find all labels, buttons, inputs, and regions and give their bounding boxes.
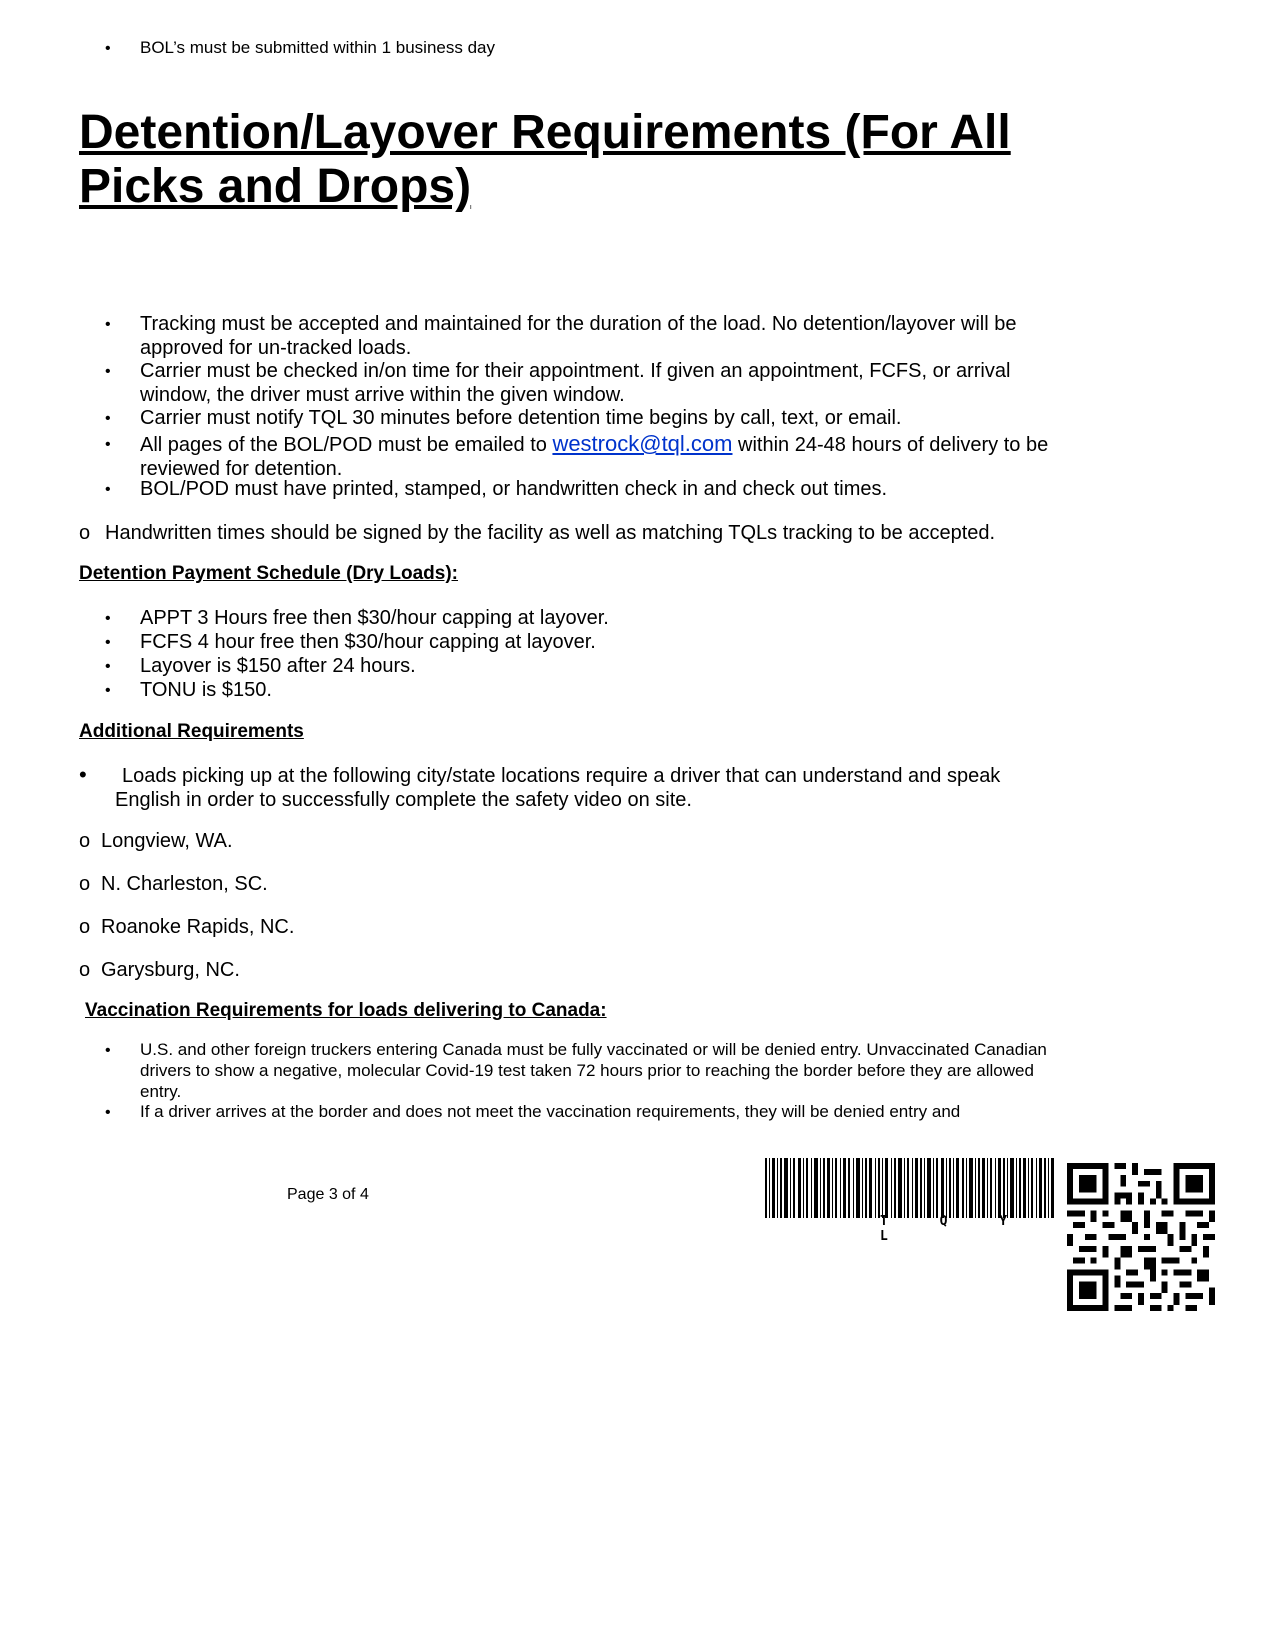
page-title: Detention/Layover Requirements (For All Picks and Drops) bbox=[79, 106, 1011, 213]
bullet-dot: • bbox=[79, 762, 87, 787]
vaccination-bullet-2: If a driver arrives at the border and does not meet the vaccination requirements, they will be denied entry and bbox=[140, 1102, 961, 1121]
sub-bullet-marker: o bbox=[79, 873, 91, 895]
qr-code-image bbox=[1067, 1163, 1215, 1311]
additional-requirements-heading: Additional Requirements bbox=[79, 721, 304, 742]
bullet-dot: • bbox=[105, 481, 111, 498]
detention-item-1: APPT 3 Hours free then $30/hour capping at layover. bbox=[140, 607, 609, 629]
bullet-dot: • bbox=[105, 658, 111, 675]
location-item-3: Roanoke Rapids, NC. bbox=[101, 916, 295, 938]
detention-item-2: FCFS 4 hour free then $30/hour capping at layover. bbox=[140, 631, 596, 653]
tracking-bullet-2: Carrier must be checked in/on time for their appointment. If given an appointment, FCFS, or arrival window, the driver must arrive within the given window. bbox=[140, 360, 1011, 406]
english-requirement-bullet: Loads picking up at the following city/state locations require a driver that can understand and speak English in order to successfully complete the safety video on site. bbox=[115, 765, 1001, 811]
vaccination-bullet-1: U.S. and other foreign truckers entering Canada must be fully vaccinated or will be denied entry. Unvaccinated Canadian drivers to show a negative, molecular Covid-19 test taken 72 hours prior to reaching the border before they are allowed entry. bbox=[140, 1040, 1047, 1101]
bullet-dot: • bbox=[105, 40, 111, 57]
barcode-text: T Q Y L bbox=[880, 1214, 1030, 1244]
qr-code bbox=[1067, 1163, 1215, 1311]
bullet-dot: • bbox=[105, 410, 111, 427]
bullet-dot: • bbox=[105, 634, 111, 651]
bullet-dot: • bbox=[105, 682, 111, 699]
sub-bullet-marker: o bbox=[79, 522, 91, 544]
tracking-bullet-1: Tracking must be accepted and maintained for the duration of the load. No detention/layover will be approved for un-tracked loads. bbox=[140, 313, 1017, 359]
vaccination-heading: Vaccination Requirements for loads delivering to Canada: bbox=[85, 1000, 607, 1021]
bol-email-bullet bbox=[140, 432, 1080, 481]
bol-email-text-after: within 24-48 hours of delivery to be reviewed for detention. bbox=[140, 434, 1049, 480]
bullet-dot: • bbox=[105, 436, 111, 453]
sub-bullet-marker: o bbox=[79, 830, 91, 852]
barcode bbox=[765, 1158, 1055, 1253]
handwritten-note: Handwritten times should be signed by the facility as well as matching TQLs tracking to be accepted. bbox=[105, 522, 996, 544]
bullet-dot: • bbox=[105, 1104, 111, 1121]
location-item-1: Longview, WA. bbox=[101, 830, 233, 852]
sub-bullet-marker: o bbox=[79, 959, 91, 981]
barcode-bars bbox=[765, 1158, 1055, 1218]
detention-item-3: Layover is $150 after 24 hours. bbox=[140, 655, 416, 677]
detention-schedule-heading: Detention Payment Schedule (Dry Loads): bbox=[79, 563, 459, 584]
bullet-dot: • bbox=[105, 363, 111, 380]
tracking-bullet-3: Carrier must notify TQL 30 minutes before detention time begins by call, text, or email. bbox=[140, 407, 902, 429]
bullet-dot: • bbox=[105, 1042, 111, 1059]
bol-times-bullet: BOL/POD must have printed, stamped, or handwritten check in and check out times. bbox=[140, 478, 888, 500]
top-bullet-text: BOL’s must be submitted within 1 business day bbox=[140, 38, 495, 57]
location-item-2: N. Charleston, SC. bbox=[101, 873, 268, 895]
bol-email-text-before: All pages of the BOL/POD must be emailed to bbox=[140, 434, 553, 456]
bullet-dot: • bbox=[105, 316, 111, 333]
bullet-dot: • bbox=[105, 610, 111, 627]
page-number: Page 3 of 4 bbox=[287, 1186, 369, 1203]
westrock-email-link[interactable]: westrock@tql.com bbox=[552, 431, 733, 456]
sub-bullet-marker: o bbox=[79, 916, 91, 938]
detention-item-4: TONU is $150. bbox=[140, 679, 272, 701]
location-item-4: Garysburg, NC. bbox=[101, 959, 240, 981]
